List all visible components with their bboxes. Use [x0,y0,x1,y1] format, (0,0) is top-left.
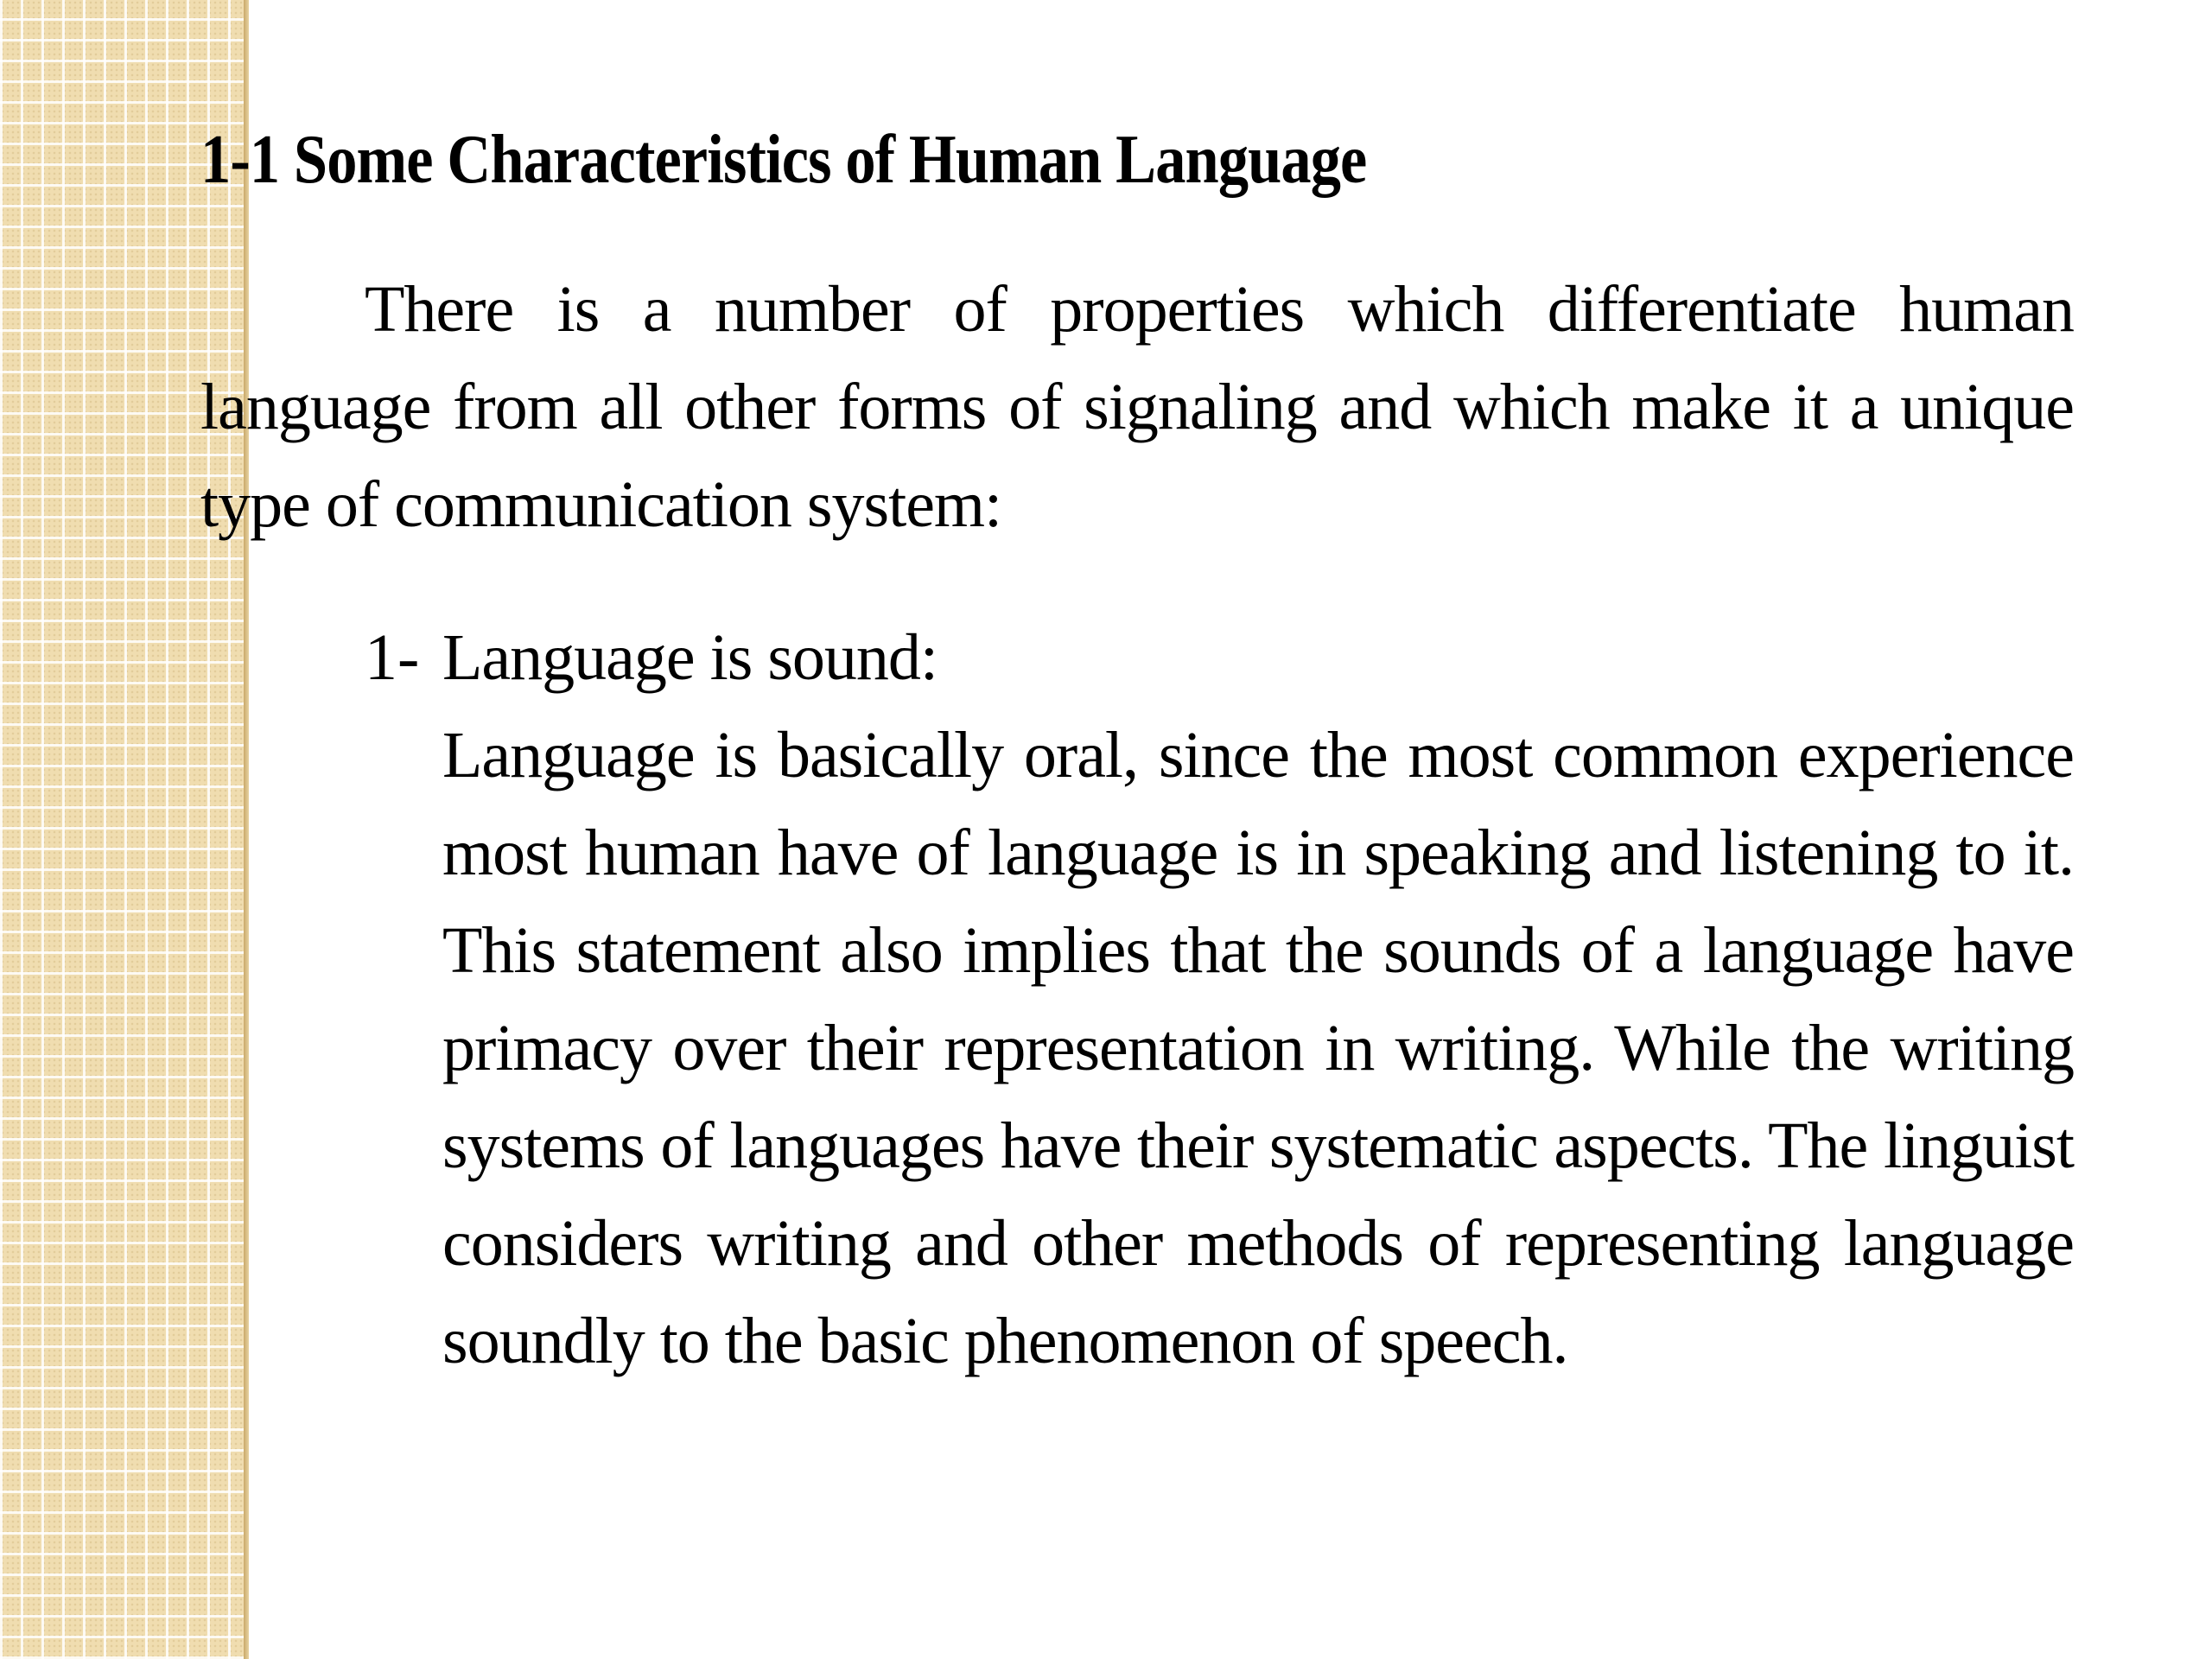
list-item-title: Language is sound: [442,621,938,694]
list-item-body: Language is basically oral, since the most common experience most human have of language is in speaking and listening to it. This statement also implies that the sounds of a language have primacy over their representation in writing. While the writing systems of languages have their systematic aspects. The linguist considers writing and other methods of representing language soundly to the basic phenomenon of speech. [442,719,2074,1377]
intro-paragraph: There is a number of properties which differentiate human language from all other forms of signaling and which make it a unique type of communication system: [200,273,2074,541]
decorative-side-band [0,0,244,1659]
list-item-number: 1- [365,621,420,694]
characteristics-list [365,609,2074,1390]
slide-title: 1-1 Some Characteristics of Human Language [200,122,1367,198]
side-band-edge [244,0,249,1659]
list-item [365,609,2074,1390]
